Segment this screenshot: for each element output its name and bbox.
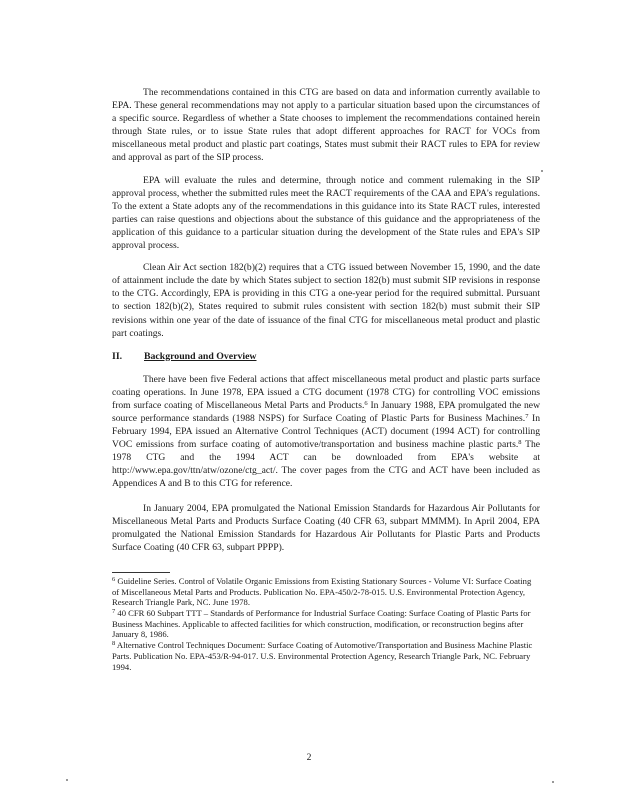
footnote-ref-7: 7	[525, 412, 529, 420]
page-number: 2	[306, 752, 312, 763]
paragraph-federal-actions	[112, 373, 540, 491]
background-text-c: In February 1994, EPA issued an Alternative Control Techniques (ACT) document (1994 ACT) for controlling VOC emissions from surface coating of automotive/transportation and business machine plastic parts.	[112, 412, 541, 451]
footnote-number: 7	[112, 608, 116, 616]
section-heading	[112, 350, 540, 363]
paragraph-recommendations: The recommendations contained in this CTG are based on data and information currently available to EPA. These general recommendations may not apply to a particular situation based upon the circumstances of a specific source. Regardless of whether a State chooses to implement the recommendations contained herein through State rules, or to issue State rules that adopt different approaches for RACT for VOCs from miscellaneous metal product and plastic part coatings, States must submit their RACT rules to EPA for review and approval as part of the SIP process.	[112, 87, 540, 164]
footnote-6	[112, 576, 540, 608]
footnote-text: Alternative Control Techniques Document: Surface Coating of Automotive/Transportation and Business Machine Plastic Parts. Publication No. EPA-453/R-94-017. U.S. Environmental Protection Agency, Research Triangle Park, NC. February 1994.	[112, 640, 533, 672]
section-title: Background and Overview	[144, 350, 257, 362]
background-text-b: In January 1988, EPA promulgated the new source performance standards (1988 NSPS) for Surface Coating of Plastic Parts for Business Machines.	[112, 399, 540, 424]
footnote-7	[112, 608, 540, 640]
background-text-d: The 1978 CTG and the 1994 ACT can be downloaded from EPA's website at http://www.epa.gov/ttn/atw/ozone/ctg_act/. The cover pages from the CTG and ACT have been included as Appendices A and B to this CTG for reference.	[112, 439, 540, 490]
paragraph-clean-air-act: Clean Air Act section 182(b)(2) requires that a CTG issued between November 15, 1990, and the date of attainment include the date by which States subject to section 182(b) must submit SIP revisions in response to the CTG. Accordingly, EPA is providing in this CTG a one-year period for the required submittal. Pursuant to section 182(b)(2), States required to submit rules consistent with section 182(b) must submit their SIP revisions within one year of the date of issuance of the final CTG for miscellaneous metal product and plastic part coatings.	[112, 262, 540, 339]
footnote-number: 8	[112, 640, 116, 648]
section-number: II.	[112, 350, 123, 362]
footnote-ref-8: 8	[518, 439, 522, 447]
footnote-text: 40 CFR 60 Subpart TTT – Standards of Performance for Industrial Surface Coating: Surface Coating of Plastic Parts for Business Machines. Applicable to affected facilities for which construction, modification, or reconstruction begins after January 8, 1986.	[112, 608, 531, 640]
scan-speck	[66, 779, 68, 781]
footnote-number: 6	[112, 575, 116, 583]
page-body	[112, 86, 540, 672]
footnote-text: Guideline Series. Control of Volatile Organic Emissions from Existing Stationary Sources - Volume VI: Surface Coating of Miscellaneous Metal Parts and Products. Publication No. EPA-450/2-78-015. U.S. Environmental Protection Agency, Research Triangle Park, NC. June 1978.	[112, 575, 532, 608]
paragraph-neshap-2004: In January 2004, EPA promulgated the National Emission Standards for Hazardous Air Pollutants for Miscellaneous Metal Parts and Products Surface Coating (40 CFR 63, subpart MMMM). In April 2004, EPA promulgated the National Emission Standards for Hazardous Air Pollutants for Plastic Parts and Products Surface Coating (40 CFR 63, subpart PPPP).	[112, 502, 540, 553]
background-text-a: There have been five Federal actions that affect miscellaneous metal product and plastic parts surface coating operations. In June 1978, EPA issued a CTG document (1978 CTG) for controlling VOC emissions from surface coating of Miscellaneous Metal Parts and Products.	[112, 373, 540, 411]
footnote-ref-6: 6	[364, 399, 368, 407]
footnote-separator	[112, 572, 170, 573]
scan-speck	[541, 170, 543, 172]
footnote-8	[112, 640, 540, 672]
scan-speck	[552, 781, 554, 783]
paragraph-epa-evaluation: EPA will evaluate the rules and determine, through notice and comment rulemaking in the SIP approval process, whether the submitted rules meet the RACT requirements of the CAA and EPA's regulations. To the extent a State adopts any of the recommendations in this guidance into its State RACT rules, interested parties can raise questions and objections about the substance of this guidance and the appropriateness of the application of this guidance to a particular situation during the development of the State rules and EPA's SIP approval process.	[112, 174, 540, 252]
